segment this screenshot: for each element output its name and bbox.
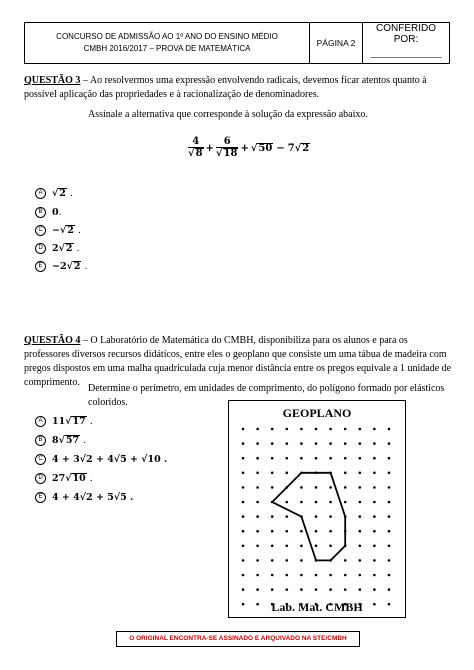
q3-option-c[interactable]: C −√2 . [35, 223, 81, 237]
peg-dot [388, 457, 391, 460]
peg-dot [242, 530, 245, 533]
header-title [25, 23, 310, 64]
peg-dot [329, 486, 332, 489]
peg-dot [271, 515, 274, 518]
peg-dot [256, 442, 259, 445]
peg-dot [242, 428, 245, 431]
peg-dot [329, 428, 332, 431]
option-letter-circle[interactable]: C [35, 225, 46, 236]
option-letter-circle[interactable]: D [35, 473, 46, 484]
peg-dot [256, 515, 259, 518]
q3-option-a[interactable]: A √2 . [35, 186, 73, 200]
peg-dot [286, 530, 289, 533]
peg-dot [359, 574, 362, 577]
question-4-label: QUESTÃO 4 [24, 335, 81, 346]
peg-dot [344, 457, 347, 460]
peg-dot [256, 457, 259, 460]
peg-dot [271, 486, 274, 489]
geoplano-pegs [242, 428, 391, 606]
peg-dot [359, 501, 362, 504]
q4-option-d[interactable]: D 27√10 . [35, 471, 93, 485]
radical-term-2: √2 [294, 142, 310, 154]
header-title-line1: CONCURSO DE ADMISSÃO AO 1º ANO DO ENSINO MÉDIO [56, 32, 278, 41]
peg-dot [242, 442, 245, 445]
peg-dot [271, 559, 274, 562]
peg-dot [286, 501, 289, 504]
geoplano-footer: Lab. Mat. CMBH [271, 600, 363, 614]
peg-dot [286, 559, 289, 562]
option-letter-circle[interactable]: E [35, 492, 46, 503]
peg-dot [373, 574, 376, 577]
question-3-label: QUESTÃO 3 [24, 75, 81, 86]
peg-dot [242, 457, 245, 460]
peg-dot [329, 545, 332, 548]
peg-dot [300, 486, 303, 489]
peg-dot [344, 472, 347, 475]
peg-dot [359, 559, 362, 562]
q3-option-e[interactable]: E −2√2 . [35, 259, 88, 273]
peg-dot [344, 588, 347, 591]
peg-dot [256, 588, 259, 591]
peg-dot [315, 515, 318, 518]
peg-dot [373, 472, 376, 475]
peg-dot [242, 559, 245, 562]
peg-dot [388, 472, 391, 475]
peg-dot [344, 428, 347, 431]
q4-option-c[interactable]: C 4 + 3√2 + 4√5 + √10 . [35, 452, 167, 466]
peg-dot [329, 457, 332, 460]
peg-dot [329, 574, 332, 577]
peg-dot [373, 457, 376, 460]
geoplano-polygon [272, 473, 345, 561]
peg-dot [300, 530, 303, 533]
peg-dot [329, 501, 332, 504]
peg-dot [373, 515, 376, 518]
option-letter-circle[interactable]: E [35, 261, 46, 272]
peg-dot [286, 428, 289, 431]
peg-dot [373, 603, 376, 606]
peg-dot [256, 559, 259, 562]
peg-dot [256, 428, 259, 431]
peg-dot [300, 545, 303, 548]
fraction-2: $\frac{6}{√18}$ [215, 136, 238, 159]
peg-dot [373, 588, 376, 591]
question-3-expression: $\frac{4}{√8}$ + $\frac{6}{√18}$ + √50 − 7 √2 [188, 136, 310, 159]
peg-dot [344, 574, 347, 577]
peg-dot [300, 559, 303, 562]
peg-dot [359, 472, 362, 475]
peg-dot [300, 501, 303, 504]
peg-dot [388, 603, 391, 606]
peg-dot [242, 515, 245, 518]
peg-dot [373, 559, 376, 562]
peg-dot [286, 442, 289, 445]
peg-dot [373, 530, 376, 533]
peg-dot [359, 428, 362, 431]
peg-dot [359, 486, 362, 489]
peg-dot [271, 442, 274, 445]
peg-dot [329, 530, 332, 533]
question-3-text: – Ao resolvermos uma expressão envolvendo radicais, devemos ficar atentos quanto à possível aplicação das propriedades e à racionalização de denominadores. [24, 75, 427, 100]
peg-dot [344, 559, 347, 562]
peg-dot [286, 545, 289, 548]
peg-dot [256, 486, 259, 489]
peg-dot [388, 545, 391, 548]
peg-dot [300, 457, 303, 460]
fraction-1: $\frac{4}{√8}$ [188, 136, 203, 159]
peg-dot [286, 515, 289, 518]
peg-dot [271, 472, 274, 475]
geoplano-title: GEOPLANO [282, 406, 352, 420]
peg-dot [359, 545, 362, 548]
checked-by-label: CONFERIDO POR: [376, 23, 436, 45]
peg-dot [300, 428, 303, 431]
header-table [24, 22, 450, 64]
peg-dot [300, 442, 303, 445]
peg-dot [242, 545, 245, 548]
peg-dot [388, 442, 391, 445]
peg-dot [373, 501, 376, 504]
peg-dot [242, 486, 245, 489]
peg-dot [329, 588, 332, 591]
peg-dot [286, 457, 289, 460]
peg-dot [271, 574, 274, 577]
peg-dot [300, 588, 303, 591]
q4-option-a[interactable]: A 11√17 . [35, 414, 93, 428]
peg-dot [242, 603, 245, 606]
peg-dot [388, 559, 391, 562]
peg-dot [256, 603, 259, 606]
peg-dot [373, 486, 376, 489]
peg-dot [286, 574, 289, 577]
peg-dot [256, 530, 259, 533]
peg-dot [300, 574, 303, 577]
question-4-instruction: Determine o perímetro, em unidades de comprimento, do polígono formado por elásticos coloridos. [88, 383, 445, 408]
peg-dot [388, 501, 391, 504]
peg-dot [315, 457, 318, 460]
peg-dot [315, 442, 318, 445]
checked-by-line: ________________ [370, 49, 442, 58]
option-letter-circle[interactable]: B [35, 435, 46, 446]
geoplano-board [229, 401, 405, 617]
peg-dot [315, 545, 318, 548]
peg-dot [271, 457, 274, 460]
peg-dot [242, 472, 245, 475]
peg-dot [315, 530, 318, 533]
peg-dot [242, 574, 245, 577]
peg-dot [256, 472, 259, 475]
radical-term: √50 [250, 142, 273, 154]
peg-dot [388, 574, 391, 577]
peg-dot [388, 588, 391, 591]
option-letter-circle[interactable]: B [35, 207, 46, 218]
question-4-text: – O Laboratório de Matemática do CMBH, disponibiliza para os alunos e para os professores diversos recursos didáticos, entre eles o geoplano que consiste um uma tábua de madeira com pregos dispostos em uma malha quadriculada cuja menor distância entre os pregos equivale a 1 unidade de comprimento. [24, 335, 452, 388]
option-letter-circle[interactable]: A [35, 416, 46, 427]
peg-dot [388, 428, 391, 431]
peg-dot [359, 515, 362, 518]
peg-dot [359, 530, 362, 533]
peg-dot [373, 428, 376, 431]
peg-dot [344, 442, 347, 445]
q4-option-e[interactable]: E 4 + 4√2 + 5√5 . [35, 490, 133, 504]
option-letter-circle[interactable]: D [35, 243, 46, 254]
q4-option-b[interactable]: B 8√57 . [35, 433, 86, 447]
page-number: PÁGINA 2 [310, 23, 363, 64]
option-letter-circle[interactable]: A [35, 188, 46, 199]
checked-by-box [363, 23, 450, 64]
option-letter-circle[interactable]: C [35, 454, 46, 465]
peg-dot [373, 442, 376, 445]
peg-dot [315, 501, 318, 504]
peg-dot [388, 515, 391, 518]
peg-dot [286, 588, 289, 591]
peg-dot [315, 486, 318, 489]
peg-dot [359, 457, 362, 460]
footer-note: O ORIGINAL ENCONTRA-SE ASSINADO E ARQUIVADO NA STE/CMBH [116, 631, 360, 647]
peg-dot [256, 501, 259, 504]
peg-dot [271, 530, 274, 533]
peg-dot [329, 442, 332, 445]
peg-dot [388, 486, 391, 489]
peg-dot [388, 530, 391, 533]
peg-dot [242, 588, 245, 591]
peg-dot [359, 588, 362, 591]
peg-dot [315, 588, 318, 591]
peg-dot [256, 574, 259, 577]
peg-dot [329, 515, 332, 518]
peg-dot [271, 545, 274, 548]
peg-dot [271, 428, 274, 431]
q3-option-d[interactable]: D 2√2 . [35, 241, 80, 255]
question-3-instruction: Assinale a alternativa que corresponde à solução da expressão abaixo. [88, 109, 368, 120]
peg-dot [315, 428, 318, 431]
question-3-statement [24, 74, 452, 102]
q3-option-b[interactable]: B 0. [35, 205, 62, 219]
peg-dot [271, 588, 274, 591]
peg-dot [315, 574, 318, 577]
peg-dot [242, 501, 245, 504]
peg-dot [286, 472, 289, 475]
geoplano-figure [228, 400, 406, 618]
peg-dot [373, 545, 376, 548]
peg-dot [344, 501, 347, 504]
peg-dot [256, 545, 259, 548]
peg-dot [359, 442, 362, 445]
header-title-line2: CMBH 2016/2017 – PROVA DE MATEMÁTICA [83, 44, 251, 53]
peg-dot [344, 486, 347, 489]
